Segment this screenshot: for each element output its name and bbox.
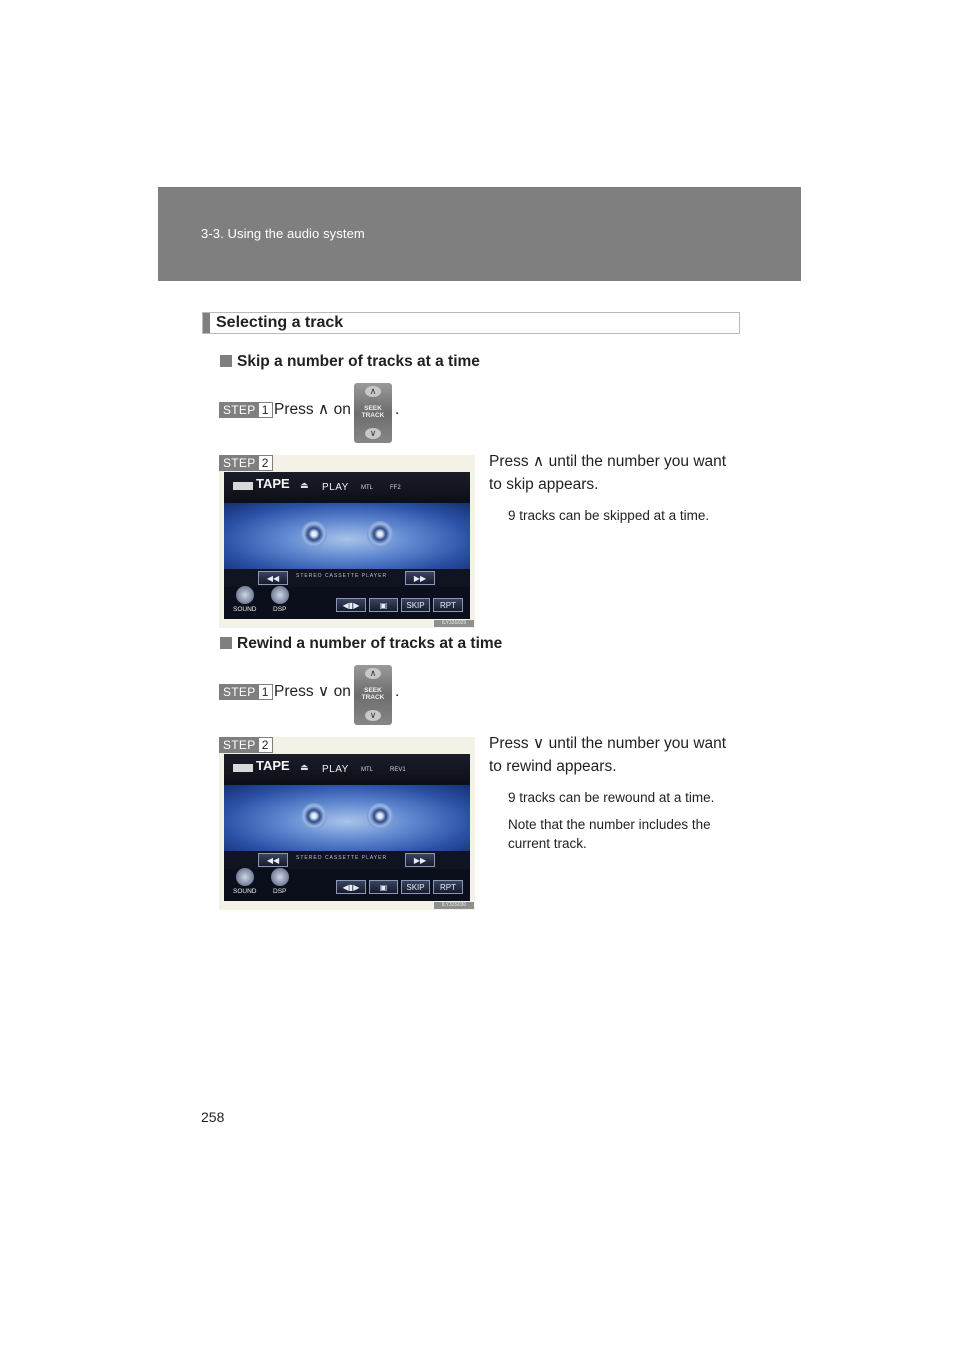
step1-period: . (395, 401, 400, 418)
fast-forward-button[interactable]: ▶▶ (405, 853, 435, 867)
dsp-label: DSP (273, 888, 287, 895)
step-badge: STEP 1 (219, 684, 273, 700)
sound-knob-icon[interactable] (236, 868, 254, 886)
tape-screen-figure (219, 737, 475, 910)
step1-period: . (395, 683, 400, 700)
step-badge (219, 402, 273, 418)
chevron-up-icon: ∧ (365, 668, 381, 679)
includes-note-line1: Note that the number includes the (508, 817, 711, 832)
screen-title: TAPE (256, 758, 290, 773)
reel-icon (301, 521, 327, 547)
cassette-logo-icon (233, 764, 253, 772)
skip-heading-text: Skip a number of tracks at a time (237, 353, 480, 370)
rewind-subheading (220, 635, 502, 653)
eject-icon: ⏏ (300, 762, 309, 772)
skip-note: 9 tracks can be skipped at a time. (508, 508, 710, 523)
chevron-up-icon: ∧ (365, 386, 381, 397)
dsp-knob-icon[interactable] (271, 868, 289, 886)
sound-label: SOUND (233, 888, 257, 895)
track-select-button[interactable]: ◀▮▶ (336, 598, 366, 612)
step2-text-line1: Press ∧ until the number you want (489, 453, 727, 470)
seek-track-label: SEEK TRACK (361, 405, 385, 419)
seek-track-button (354, 383, 392, 443)
section-title: Selecting a track (216, 314, 344, 331)
mode-indicator: FF2 (390, 485, 401, 491)
skip-subheading (220, 353, 480, 371)
track-select-button[interactable]: ◀▮▶ (336, 880, 366, 894)
play-status: PLAY (322, 482, 349, 493)
step2-text-line2: to rewind appears. (489, 758, 617, 775)
reel-icon (367, 803, 393, 829)
rewind-button[interactable]: ◀◀ (258, 853, 288, 867)
eject-icon: ⏏ (300, 480, 309, 490)
reel-icon (367, 521, 393, 547)
fast-forward-button[interactable]: ▶▶ (405, 571, 435, 585)
reel-icon (301, 803, 327, 829)
figure-id: ILY33S030 (434, 902, 474, 909)
step-badge: STEP 2 (219, 737, 273, 753)
bullet-square-icon (220, 355, 232, 367)
play-status: PLAY (322, 764, 349, 775)
page-number: 258 (201, 1109, 225, 1125)
mtl-indicator: MTL (361, 767, 373, 773)
seek-track-label: SEEK TRACK (361, 687, 385, 701)
tape-screen (224, 472, 470, 619)
repeat-button[interactable]: RPT (433, 880, 463, 894)
repeat-button[interactable]: RPT (433, 598, 463, 612)
dsp-knob-icon[interactable] (271, 586, 289, 604)
rewind-button[interactable]: ◀◀ (258, 571, 288, 585)
mtl-indicator: MTL (361, 485, 373, 491)
cassette-art (224, 785, 470, 851)
tape-screen (224, 754, 470, 901)
bullet-square-icon (220, 637, 232, 649)
dolby-button[interactable]: ▣ (369, 880, 398, 894)
tape-screen-figure (219, 455, 475, 628)
section-label: 3-3. Using the audio system (201, 226, 365, 241)
chevron-down-icon: ∨ (365, 710, 381, 721)
step2-text-line1: Press ∨ until the number you want (489, 735, 727, 752)
skip-button[interactable]: SKIP (401, 880, 430, 894)
step1-text: Press ∨ on (274, 683, 351, 700)
seek-track-button (354, 665, 392, 725)
step2-text-line2: to skip appears. (489, 476, 599, 493)
screen-title: TAPE (256, 476, 290, 491)
step-label: STEP (220, 403, 259, 417)
figure-id: ILY33S029 (434, 620, 474, 627)
includes-note-line2: current track. (508, 836, 587, 851)
sound-label: SOUND (233, 606, 257, 613)
step-badge: STEP 2 (219, 455, 273, 471)
stereo-label: STEREO CASSETTE PLAYER (296, 855, 388, 861)
rewind-heading-text: Rewind a number of tracks at a time (237, 635, 503, 652)
sound-knob-icon[interactable] (236, 586, 254, 604)
rewind-note: 9 tracks can be rewound at a time. (508, 790, 715, 805)
stereo-label: STEREO CASSETTE PLAYER (296, 573, 388, 579)
mode-indicator: REV1 (390, 767, 406, 773)
dolby-button[interactable]: ▣ (369, 598, 398, 612)
cassette-logo-icon (233, 482, 253, 490)
step1-text: Press ∧ on (274, 401, 351, 418)
section-heading (202, 312, 740, 334)
chevron-down-icon: ∨ (365, 428, 381, 439)
dsp-label: DSP (273, 606, 287, 613)
skip-button[interactable]: SKIP (401, 598, 430, 612)
cassette-art (224, 503, 470, 569)
heading-accent (203, 313, 210, 333)
step-number: 1 (259, 403, 272, 417)
